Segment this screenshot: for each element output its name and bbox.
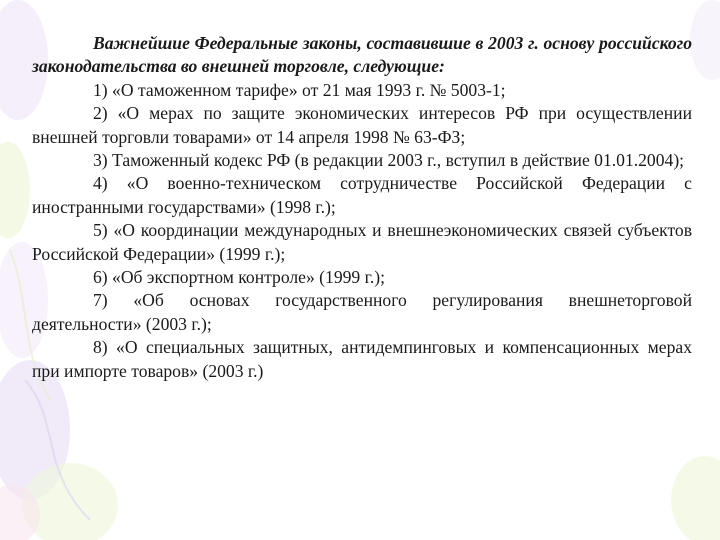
law-item-8: 8) «О специальных защитных, антидемпинговых и компенсационных мерах при импорте товаров» (2003 г.) bbox=[32, 337, 692, 381]
law-item-7: 7) «Об основах государственного регулирования внешнеторговой деятельности» (2003 г.); bbox=[32, 290, 692, 334]
law-item-4: 4) «О военно-техническом сотрудничестве Российской Федерации с иностранными государствами» (1998 г.); bbox=[32, 173, 692, 217]
slide-text-block bbox=[32, 32, 692, 383]
slide-heading: Важнейшие Федеральные законы, составившие в 2003 г. основу российского законодательства во внешней торговле, следующие: bbox=[32, 33, 692, 77]
law-item-2: 2) «О мерах по защите экономических интересов РФ при осуществлении внешней торговли товарами» от 14 апреля 1998 № 63-ФЗ; bbox=[32, 103, 692, 147]
law-item-1: 1) «О таможенном тарифе» от 21 мая 1993 г. № 5003-1; bbox=[93, 79, 506, 100]
law-item-6: 6) «Об экспортном контроле» (1999 г.); bbox=[93, 267, 385, 288]
law-item-3: 3) Таможенный кодекс РФ (в редакции 2003 г., вступил в действие 01.01.2004); bbox=[93, 150, 685, 171]
law-item-5: 5) «О координации международных и внешнеэкономических связей субъектов Российской Федерации» (1999 г.); bbox=[32, 220, 692, 264]
